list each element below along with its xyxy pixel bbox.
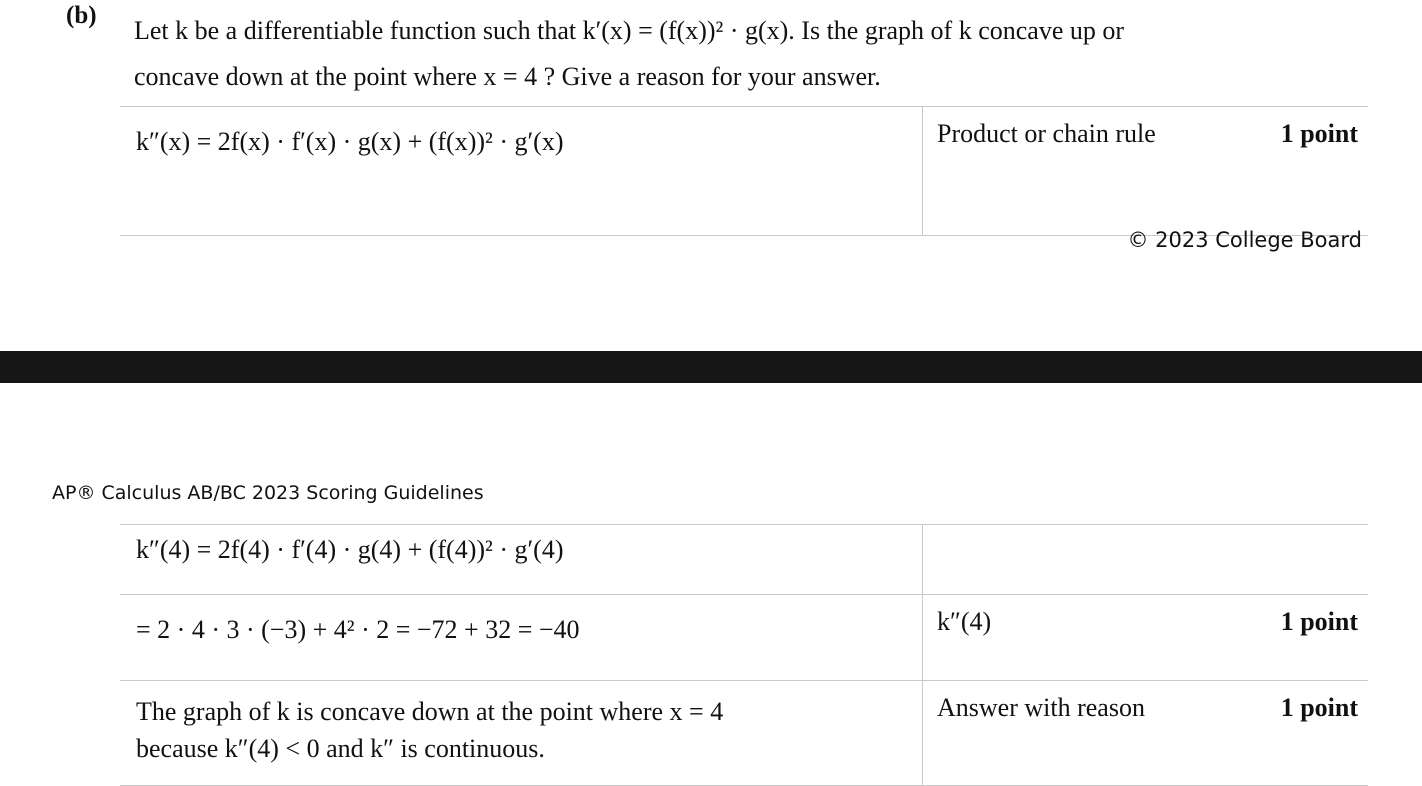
criterion-label: Product or chain rule <box>937 119 1156 148</box>
answer-line-2: because k″(4) < 0 and k″ is continuous. <box>136 734 545 763</box>
math-expression: k″(4) = 2f(4) · f′(4) · g(4) + (f(4))² · g′(4) <box>136 535 564 564</box>
math-cell <box>120 107 923 236</box>
scoring-table-bottom <box>120 524 1368 786</box>
criterion-cell <box>923 107 1369 236</box>
math-expression: k″(x) = 2f(x) · f′(x) · g(x) + (f(x))² · g′(x) <box>136 127 564 156</box>
table-row <box>120 525 1368 595</box>
criterion-label: k″(4) <box>937 607 992 636</box>
math-cell <box>120 595 923 681</box>
math-expression: = 2 · 4 · 3 · (−3) + 4² · 2 = −72 + 32 = −40 <box>136 615 580 644</box>
answer-line-1: The graph of k is concave down at the point where x = 4 <box>136 697 724 726</box>
points-label: 1 point <box>1280 607 1358 636</box>
page-header: AP® Calculus AB/BC 2023 Scoring Guidelines <box>52 482 484 504</box>
criterion-cell <box>923 681 1369 786</box>
copyright-footer: © 2023 College Board <box>1127 228 1362 252</box>
math-cell <box>120 525 923 595</box>
criterion-cell <box>923 525 1369 595</box>
points-label: 1 point <box>1280 693 1358 722</box>
table-row <box>120 681 1368 786</box>
criterion-label: Answer with reason <box>937 693 1145 722</box>
part-label: (b) <box>66 2 97 29</box>
math-cell <box>120 681 923 786</box>
points-label: 1 point <box>1280 119 1358 148</box>
criterion-cell <box>923 595 1369 681</box>
prompt-line-2: concave down at the point where x = 4 ? Give a reason for your answer. <box>134 62 881 91</box>
scoring-table-top <box>120 106 1368 236</box>
table-row <box>120 107 1368 236</box>
question-prompt <box>134 8 1364 100</box>
prompt-line-1: Let k be a differentiable function such that k′(x) = (f(x))² · g(x). Is the graph of k concave up or <box>134 16 1125 45</box>
table-row <box>120 595 1368 681</box>
page-break-band <box>0 351 1422 383</box>
